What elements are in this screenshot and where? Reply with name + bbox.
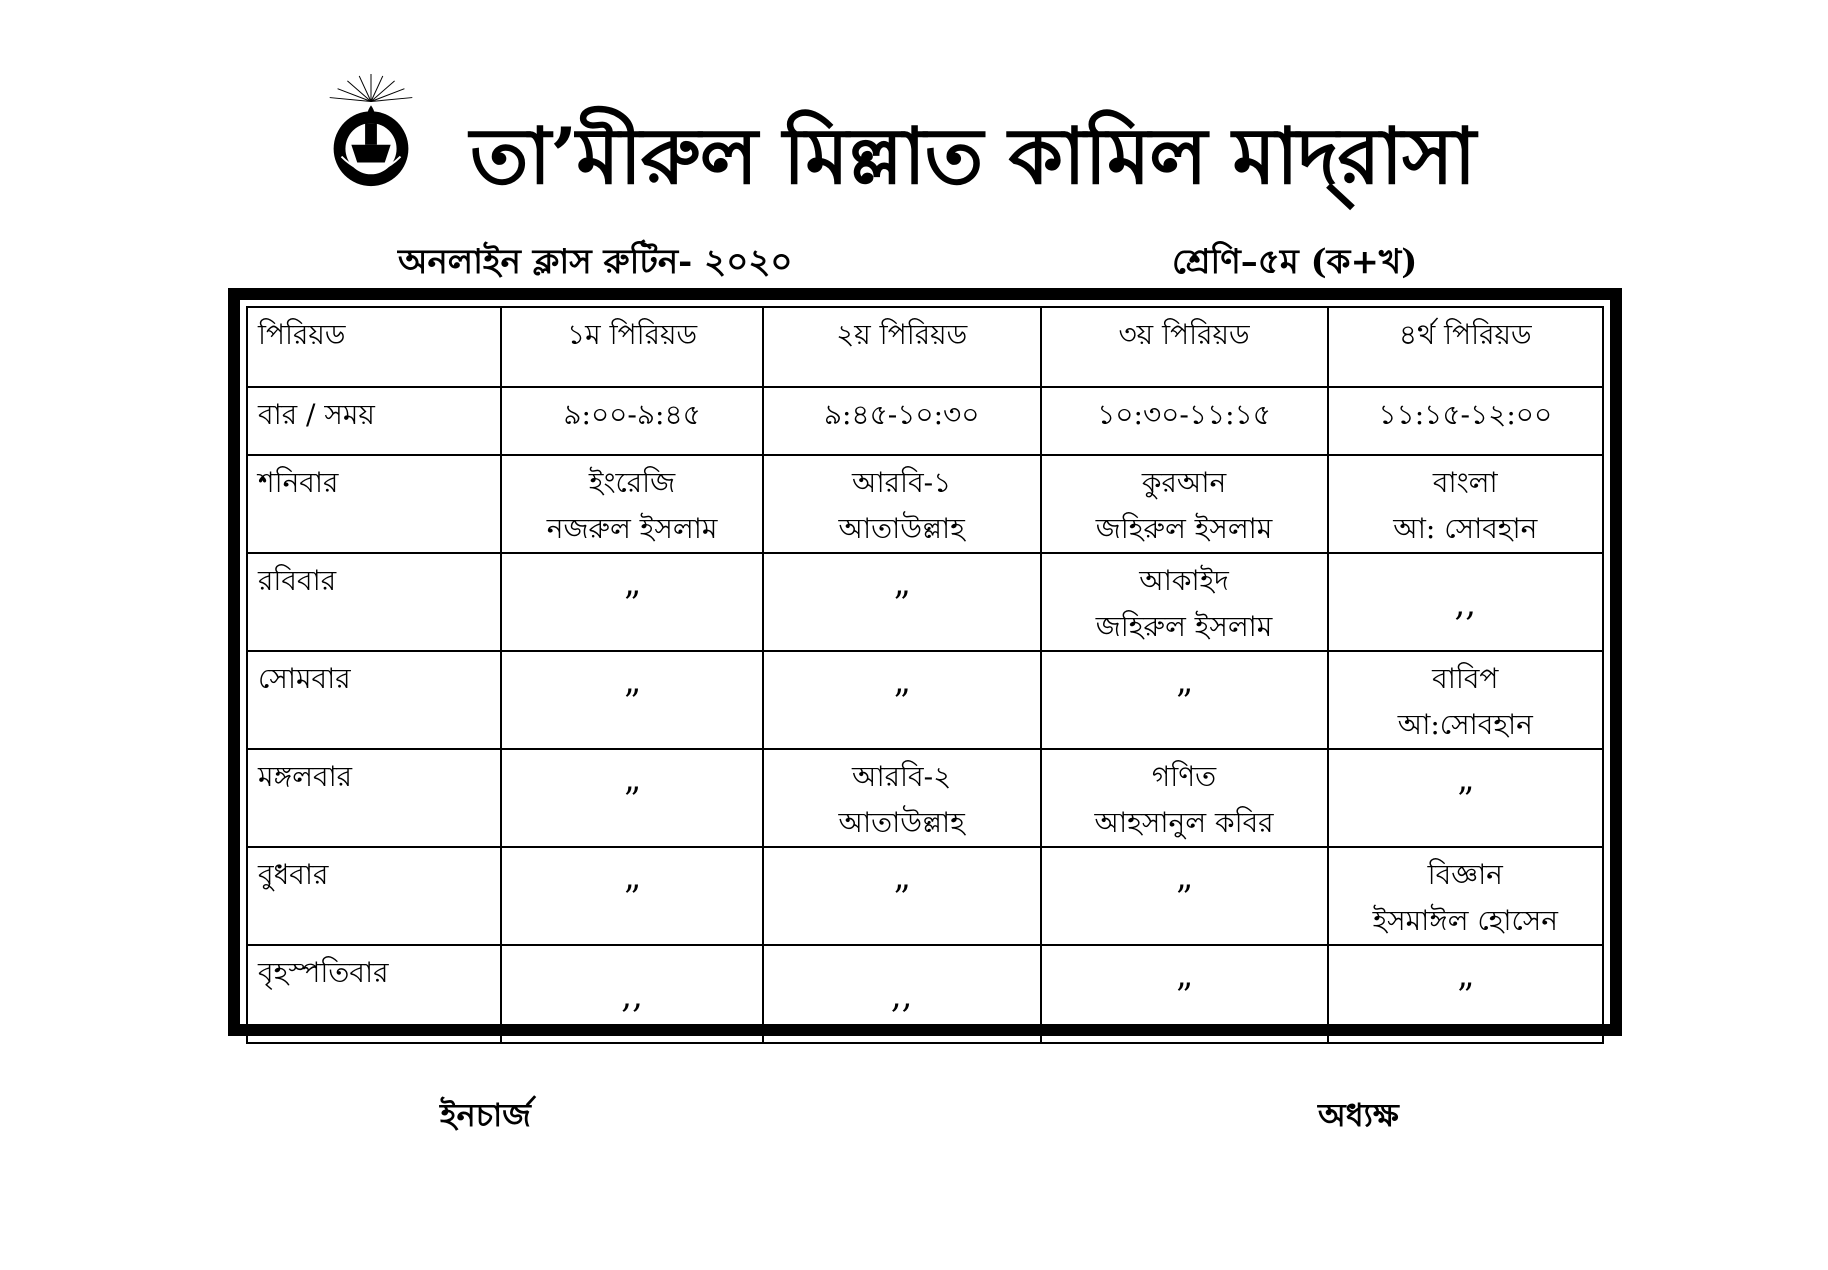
day-time-label: বার / সময় (247, 387, 501, 455)
teacher-name: আতাউল্লাহ (838, 512, 965, 545)
class-cell (501, 455, 762, 553)
day-row (247, 455, 1603, 553)
ditto-mark: ,, (1328, 553, 1603, 651)
day-name: বৃহস্পতিবার (247, 945, 501, 1043)
day-row (247, 847, 1603, 945)
period-header: ২য় পিরিয়ড (763, 307, 1041, 387)
class-label: শ্রেণি–৫ম (ক+খ) (1172, 242, 1418, 282)
subject-name: আরবি-২ (851, 760, 952, 793)
period-header: ৩য় পিরিয়ড (1041, 307, 1328, 387)
ditto-mark: ” (1041, 847, 1328, 945)
madrasa-logo (312, 72, 430, 190)
subject-name: বাংলা (1432, 466, 1498, 499)
ditto-mark: ” (1041, 945, 1328, 1043)
teacher-name: জহিরুল ইসলাম (1095, 610, 1273, 643)
routine-label: অনলাইন ক্লাস রুটিন- ২০২০ (398, 242, 793, 282)
subject-name: ইংরেজি (588, 466, 676, 499)
ditto-mark: ” (501, 553, 762, 651)
day-name: শনিবার (247, 455, 501, 553)
incharge-signature: ইনচার্জ (440, 1096, 531, 1134)
ditto-mark: ,, (501, 945, 762, 1043)
teacher-name: জহিরুল ইসলাম (1095, 512, 1273, 545)
day-name: বুধবার (247, 847, 501, 945)
period-header: ৪র্থ পিরিয়ড (1328, 307, 1603, 387)
class-cell (763, 455, 1041, 553)
subject-name: আরবি-১ (852, 466, 952, 499)
class-cell (1328, 455, 1603, 553)
ditto-mark: ” (763, 553, 1041, 651)
teacher-name: আ: সোবহান (1393, 512, 1538, 545)
period-header-row (247, 307, 1603, 387)
routine-table (246, 306, 1604, 1044)
class-cell (1041, 749, 1328, 847)
period-label: পিরিয়ড (247, 307, 501, 387)
teacher-name: নজরুল ইসলাম (546, 512, 718, 545)
subject-name: বিজ্ঞান (1427, 858, 1503, 891)
teacher-name: ইসমাঈল হোসেন (1372, 904, 1558, 937)
ditto-mark: ” (501, 749, 762, 847)
teacher-name: আহসানুল কবির (1094, 806, 1274, 839)
time-row (247, 387, 1603, 455)
principal-signature: অধ্যক্ষ (1318, 1096, 1399, 1134)
ditto-mark: ” (501, 847, 762, 945)
institution-title: তা’মীরুল মিল্লাত কামিল মাদ্‌রাসা (470, 111, 1476, 202)
subject-name: কুরআন (1141, 466, 1227, 499)
period-time: ৯:০০-৯:৪৫ (501, 387, 762, 455)
ditto-mark: ” (1328, 945, 1603, 1043)
day-name: মঙ্গলবার (247, 749, 501, 847)
ditto-mark: ” (763, 651, 1041, 749)
ditto-mark: ” (501, 651, 762, 749)
day-row (247, 945, 1603, 1043)
period-time: ১১:১৫-১২:০০ (1328, 387, 1603, 455)
subject-name: বাবিপ (1432, 662, 1499, 695)
teacher-name: আ:সোবহান (1397, 708, 1533, 741)
class-cell (1041, 553, 1328, 651)
class-cell (763, 749, 1041, 847)
day-row (247, 553, 1603, 651)
ditto-mark: ” (1328, 749, 1603, 847)
day-row (247, 651, 1603, 749)
period-header: ১ম পিরিয়ড (501, 307, 762, 387)
period-time: ১০:৩০-১১:১৫ (1041, 387, 1328, 455)
ditto-mark: ,, (763, 945, 1041, 1043)
class-cell (1328, 651, 1603, 749)
class-cell (1041, 455, 1328, 553)
period-time: ৯:৪৫-১০:৩০ (763, 387, 1041, 455)
teacher-name: আতাউল্লাহ (838, 806, 965, 839)
subject-name: গণিত (1151, 760, 1217, 793)
day-name: রবিবার (247, 553, 501, 651)
day-row (247, 749, 1603, 847)
routine-table-frame (228, 288, 1622, 1036)
class-cell (1328, 847, 1603, 945)
ditto-mark: ” (763, 847, 1041, 945)
ditto-mark: ” (1041, 651, 1328, 749)
day-name: সোমবার (247, 651, 501, 749)
subject-name: আকাইদ (1139, 564, 1229, 597)
